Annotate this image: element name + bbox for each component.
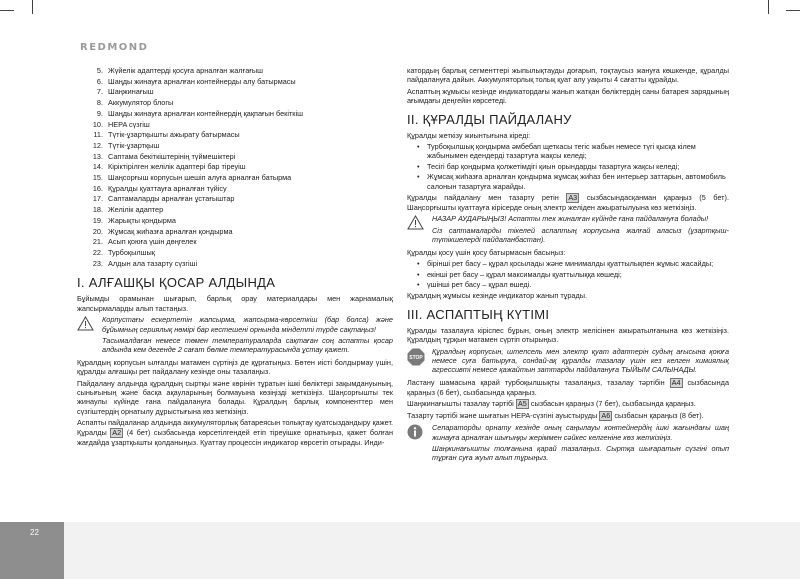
info-note <box>407 423 729 463</box>
part-label: Саптамаларды арналған ұстағыштар <box>108 194 235 204</box>
part-label: Шаңсорғыш корпусын шешіп алуға арналған батырма <box>108 173 292 183</box>
section3-paragraph: Құралды тазалауға кіріспес бұрын, оның электр желісінен ажыратылғанына көз жеткізіңіз. Құралдың тұрқын матамен сүртіп отырыңыз. <box>407 325 729 345</box>
section2-paragraph <box>407 193 729 212</box>
right-column <box>407 66 729 466</box>
crop-mark <box>768 0 769 14</box>
parts-list-item <box>77 130 393 141</box>
text-fragment: сызбасындасқанман қараңыз (5 бет). Шаңсорғышты қуаттауға кірісерде оның электр желіден ажыратылуына көз жеткізіңіз. <box>407 193 729 213</box>
section1-title: I. АЛҒАШҚЫ ҚОСАР АЛДЫНДА <box>77 275 276 291</box>
attention-note <box>407 214 729 244</box>
text-fragment: Шаңжинағышты тазалау тәртібі <box>407 399 514 409</box>
text-fragment: Ластану шамасына қарай турбоқылшықты тазалаңыз, тазалау тәртібін <box>407 377 665 387</box>
parts-list <box>77 66 393 269</box>
warning-triangle-icon <box>77 316 94 331</box>
part-number: 14. <box>92 162 103 172</box>
bullet-item: • Жұмсақ жиһазға арналған қондырма жұмсақ жиһаз бен интерьер заттарын, автомобиль салонын тазартуға жарайды. <box>427 172 729 191</box>
parts-list-item <box>77 98 393 109</box>
page-number: 22 <box>30 528 39 537</box>
section3-paragraph <box>407 378 729 397</box>
text-fragment: (4 бет) сызбасында көрсетілгендей етіп тіреуішке орнатыңыз, қажет болған жағдайда ұзартқышты қолданыңыз. Қуаттау процессін индикатор көрсетіп отырады. Инди- <box>77 427 393 447</box>
part-number: 12. <box>92 140 103 150</box>
section3-paragraph <box>407 399 729 409</box>
brand-logo: REDMOND <box>80 42 149 53</box>
parts-list-item <box>77 237 393 248</box>
parts-list-item <box>77 109 393 120</box>
part-number: 13. <box>92 151 103 161</box>
parts-list-item <box>77 184 393 195</box>
parts-list-item <box>77 248 393 259</box>
section2-title: II. ҚҰРАЛДЫ ПАЙДАЛАНУ <box>407 111 572 127</box>
part-label: Саптама бекіткіштерінің түймешіктері <box>108 151 236 161</box>
parts-list-item <box>77 205 393 216</box>
section2-intro: Құралды жеткізу жиынтығына кіреді: <box>407 130 531 140</box>
part-number: 22. <box>92 247 103 257</box>
crop-mark <box>0 10 14 11</box>
accessory-list <box>407 142 729 191</box>
part-label: Жарықты қондырма <box>108 215 176 225</box>
parts-list-item <box>77 162 393 173</box>
part-label: Шаңды жинауға арналған контейнерды алу батырмасы <box>108 76 296 86</box>
text-fragment: Тазарту тәртібі және шығатын HEPA-сүзгіні ауыстыруды <box>407 411 598 421</box>
part-label: Шаңжинағыш <box>108 87 154 97</box>
bullet-item: • бірінші рет басу – құрал қосылады және минималды қуаттылықпен жұмыс жасайды; <box>427 259 729 268</box>
warning-note <box>77 315 393 355</box>
part-label: Турбоқылшық <box>108 247 155 257</box>
parts-list-item <box>77 259 393 270</box>
info-text: Сепараторды орнату кезінде оның саңылауы контейнердің ішкі жағындағы шаң жинауға арналған шығыңқы жеріммен сәйкес келгеніне көз жеткізіңіз. <box>432 423 729 442</box>
section1-paragraph <box>77 418 393 447</box>
bullet-item: • Тесігі бар қондырма қолжетімдігі қиын орындарды тазартуға жақсы келеді; <box>427 162 729 171</box>
bullet-item: • Турбоқылшық қондырма әмбебап щеткасы тегіс жабын немесе түгі қысқа кілем жабынымен едендерді тазартуға жақсы келеді; <box>427 142 729 161</box>
text-fragment: Құралды пайдалану мен тазарту ретін <box>407 193 559 203</box>
figure-ref-tag: A6 <box>601 411 611 421</box>
parts-list-item <box>77 173 393 184</box>
part-number: 8. <box>96 98 103 108</box>
part-number: 10. <box>92 119 103 129</box>
attention-text: НАЗАР АУДАРЫҢЫЗ! Аспапты тек жиналған күйінде ғана пайдалануға болады! <box>432 214 709 224</box>
bullet-item: • екінші рет басу – құрал максималды қуаттылыққа көшеді; <box>427 270 729 279</box>
part-number: 21. <box>92 237 103 247</box>
part-number: 5. <box>96 66 103 75</box>
parts-list-item <box>77 120 393 131</box>
warning-text: Корпустағы ескертетін жапсырма, жапсырма-көрсеткіш (бар болса) және бұйымның сериялық нөмірі бар кестешені орнында міндетті түрде сақтаңыз! <box>102 315 393 334</box>
part-number: 15. <box>92 173 103 183</box>
page-number-box <box>0 522 64 579</box>
text-fragment: Аспапты пайдаланар алдында аккумуляторлық батареясын толықтау қуатсыздандыру қажет. Құралды <box>77 418 393 437</box>
text-fragment: сызбасын қараңыз (7 бет), сызбасында қараңыз. <box>530 399 696 409</box>
parts-list-item <box>77 66 393 77</box>
section3-paragraph <box>407 411 729 421</box>
figure-ref-tag: A3 <box>568 193 578 203</box>
parts-list-item <box>77 141 393 152</box>
part-label: Желілік адаптер <box>108 205 164 215</box>
part-number: 19. <box>92 215 103 225</box>
part-label: Жүйелік адаптерді қосуға арналған жалғағыш <box>108 66 264 75</box>
stop-note <box>407 347 729 375</box>
section1-paragraph: Бұйымды орамынан шығарып, барлық орау материалдары мен жарнамалық жапсырмаларды алып тастаңыз. <box>77 294 393 313</box>
power-list <box>407 259 729 289</box>
section1-paragraph: Пайдалану алдында құралдың сыртқы және көрінін тұратын ішкі бөліктері зақымдануының, сынығының және басқа ақауларының болмауына көзіңізді жеткізіңіз. Шаңсорғышты тек жинаулы күйінде ғана пайдалануға болады. Құралдың барлық компоненттер мен сүзгіштердің орнатылу дұрыстығына көз жеткізіңіз. <box>77 378 393 416</box>
section3-title: III. АСПАПТЫҢ КҮТІМІ <box>407 306 550 322</box>
part-label: Құралды қуаттауға арналған түйісу <box>108 183 227 193</box>
parts-list-item <box>77 77 393 88</box>
footer-bar <box>64 522 800 579</box>
part-number: 18. <box>92 205 103 215</box>
part-label: Түтік-ұзартқышты ажырату батырмасы <box>108 130 240 140</box>
warning-text: Тасымалдаған немесе төмен температураларда сақтаған соң аспапты қосар алдында кем дегенде 2 сағат бөлме температурасында ұстау қажет. <box>102 335 393 355</box>
stop-sign-icon <box>407 348 425 366</box>
crop-mark <box>32 0 33 14</box>
parts-list-item <box>77 216 393 227</box>
continued-paragraph: катордың барлық сегменттері жыпылықтауды доғарып, тоқтаусыз жануға көшкенде, құралды пайдалануға дайын. Аккумуляторлық толық қуат алу уақыты 4 сағатты құрайды. <box>407 66 729 85</box>
parts-list-item <box>77 194 393 205</box>
part-label: Алдын ала тазарту сүзгіші <box>108 258 198 268</box>
attention-text: Сіз саптамаларды тікелей аспаптың корпусына жалғай аласыз (ұзартқыш-түтікшелерді пайдаланбастан). <box>432 225 729 245</box>
left-column <box>77 66 393 449</box>
parts-list-item <box>77 227 393 238</box>
part-number: 6. <box>96 76 103 86</box>
part-number: 17. <box>92 194 103 204</box>
part-label: Аккумулятор блогы <box>108 98 174 108</box>
text-fragment: сызбасын қараңыз (8 бет). <box>614 411 704 421</box>
part-label: Асып қоюға үшін дөңгелек <box>108 237 197 247</box>
part-number: 23. <box>92 258 103 268</box>
power-intro: Құралды қосу үшін қосу батырмасын басыңыз: <box>407 247 566 257</box>
section1-paragraph: Құралдың корпусын ылғалды матамен сүртіңіз де құрғатыңыз. Бөтен иісті болдырмау үшін, құралды алғашқы рет пайдалану кезінде оны тазалаңыз. <box>77 357 393 377</box>
warning-triangle-icon <box>407 215 424 230</box>
part-number: 11. <box>93 130 103 140</box>
part-number: 7. <box>96 87 103 97</box>
info-icon <box>407 424 423 440</box>
part-label: Шаңды жинауға арналған контейнердің қақпағын бекіткіш <box>108 108 303 118</box>
figure-ref-tag: A5 <box>517 399 527 409</box>
part-label: Кіріктірілген желілік адаптері бар тіреуіш <box>108 162 246 172</box>
info-text: Шаңжинағышты толғанына қарай тазалаңыз. Сыртқа шығаратын сүзгіні опып тұрған суға жуып алып тұрыңыз. <box>432 443 729 463</box>
part-label: HEPA сүзгіш <box>108 119 150 129</box>
figure-ref-tag: A4 <box>671 377 681 387</box>
part-number: 16. <box>92 183 103 193</box>
continued-paragraph: Аспаптың жұмысы кезінде индикатордағы жанып жатқан бөліктердің саны батарея зарядының ағымдағы деңгейін көрсетеді. <box>407 86 729 106</box>
text-fragment: сызбасында қараңыз (6 бет), сызбасында қараңыз. <box>407 377 729 397</box>
part-label: Жұмсақ жиһазға арналған қондырма <box>108 226 233 236</box>
part-label: Түтік-ұзартқыш <box>108 140 160 150</box>
crop-mark <box>786 10 800 11</box>
bullet-item: • үшінші рет басу – құрал өшеді. <box>427 280 729 289</box>
section2-paragraph: Құралдың жұмысы кезінде индикатор жанып тұрады. <box>407 291 587 301</box>
figure-ref-tag: A2 <box>112 427 122 437</box>
parts-list-item <box>77 152 393 163</box>
part-number: 9. <box>96 108 103 118</box>
stop-text: Құралдың корпусын, штепсель мен электр қуат адаптерін судың ағысына қоюға немесе суға батыруға, сондай-ақ құралды тазалау үшін кез келген химиялық агрессивті немесе қажайтын заттарды пайдалануға ТЫЙЫМ САЛЫНАДЫ. <box>432 346 729 375</box>
parts-list-item <box>77 87 393 98</box>
part-number: 20. <box>92 226 103 236</box>
stop-icon-label: STOP <box>409 354 423 361</box>
